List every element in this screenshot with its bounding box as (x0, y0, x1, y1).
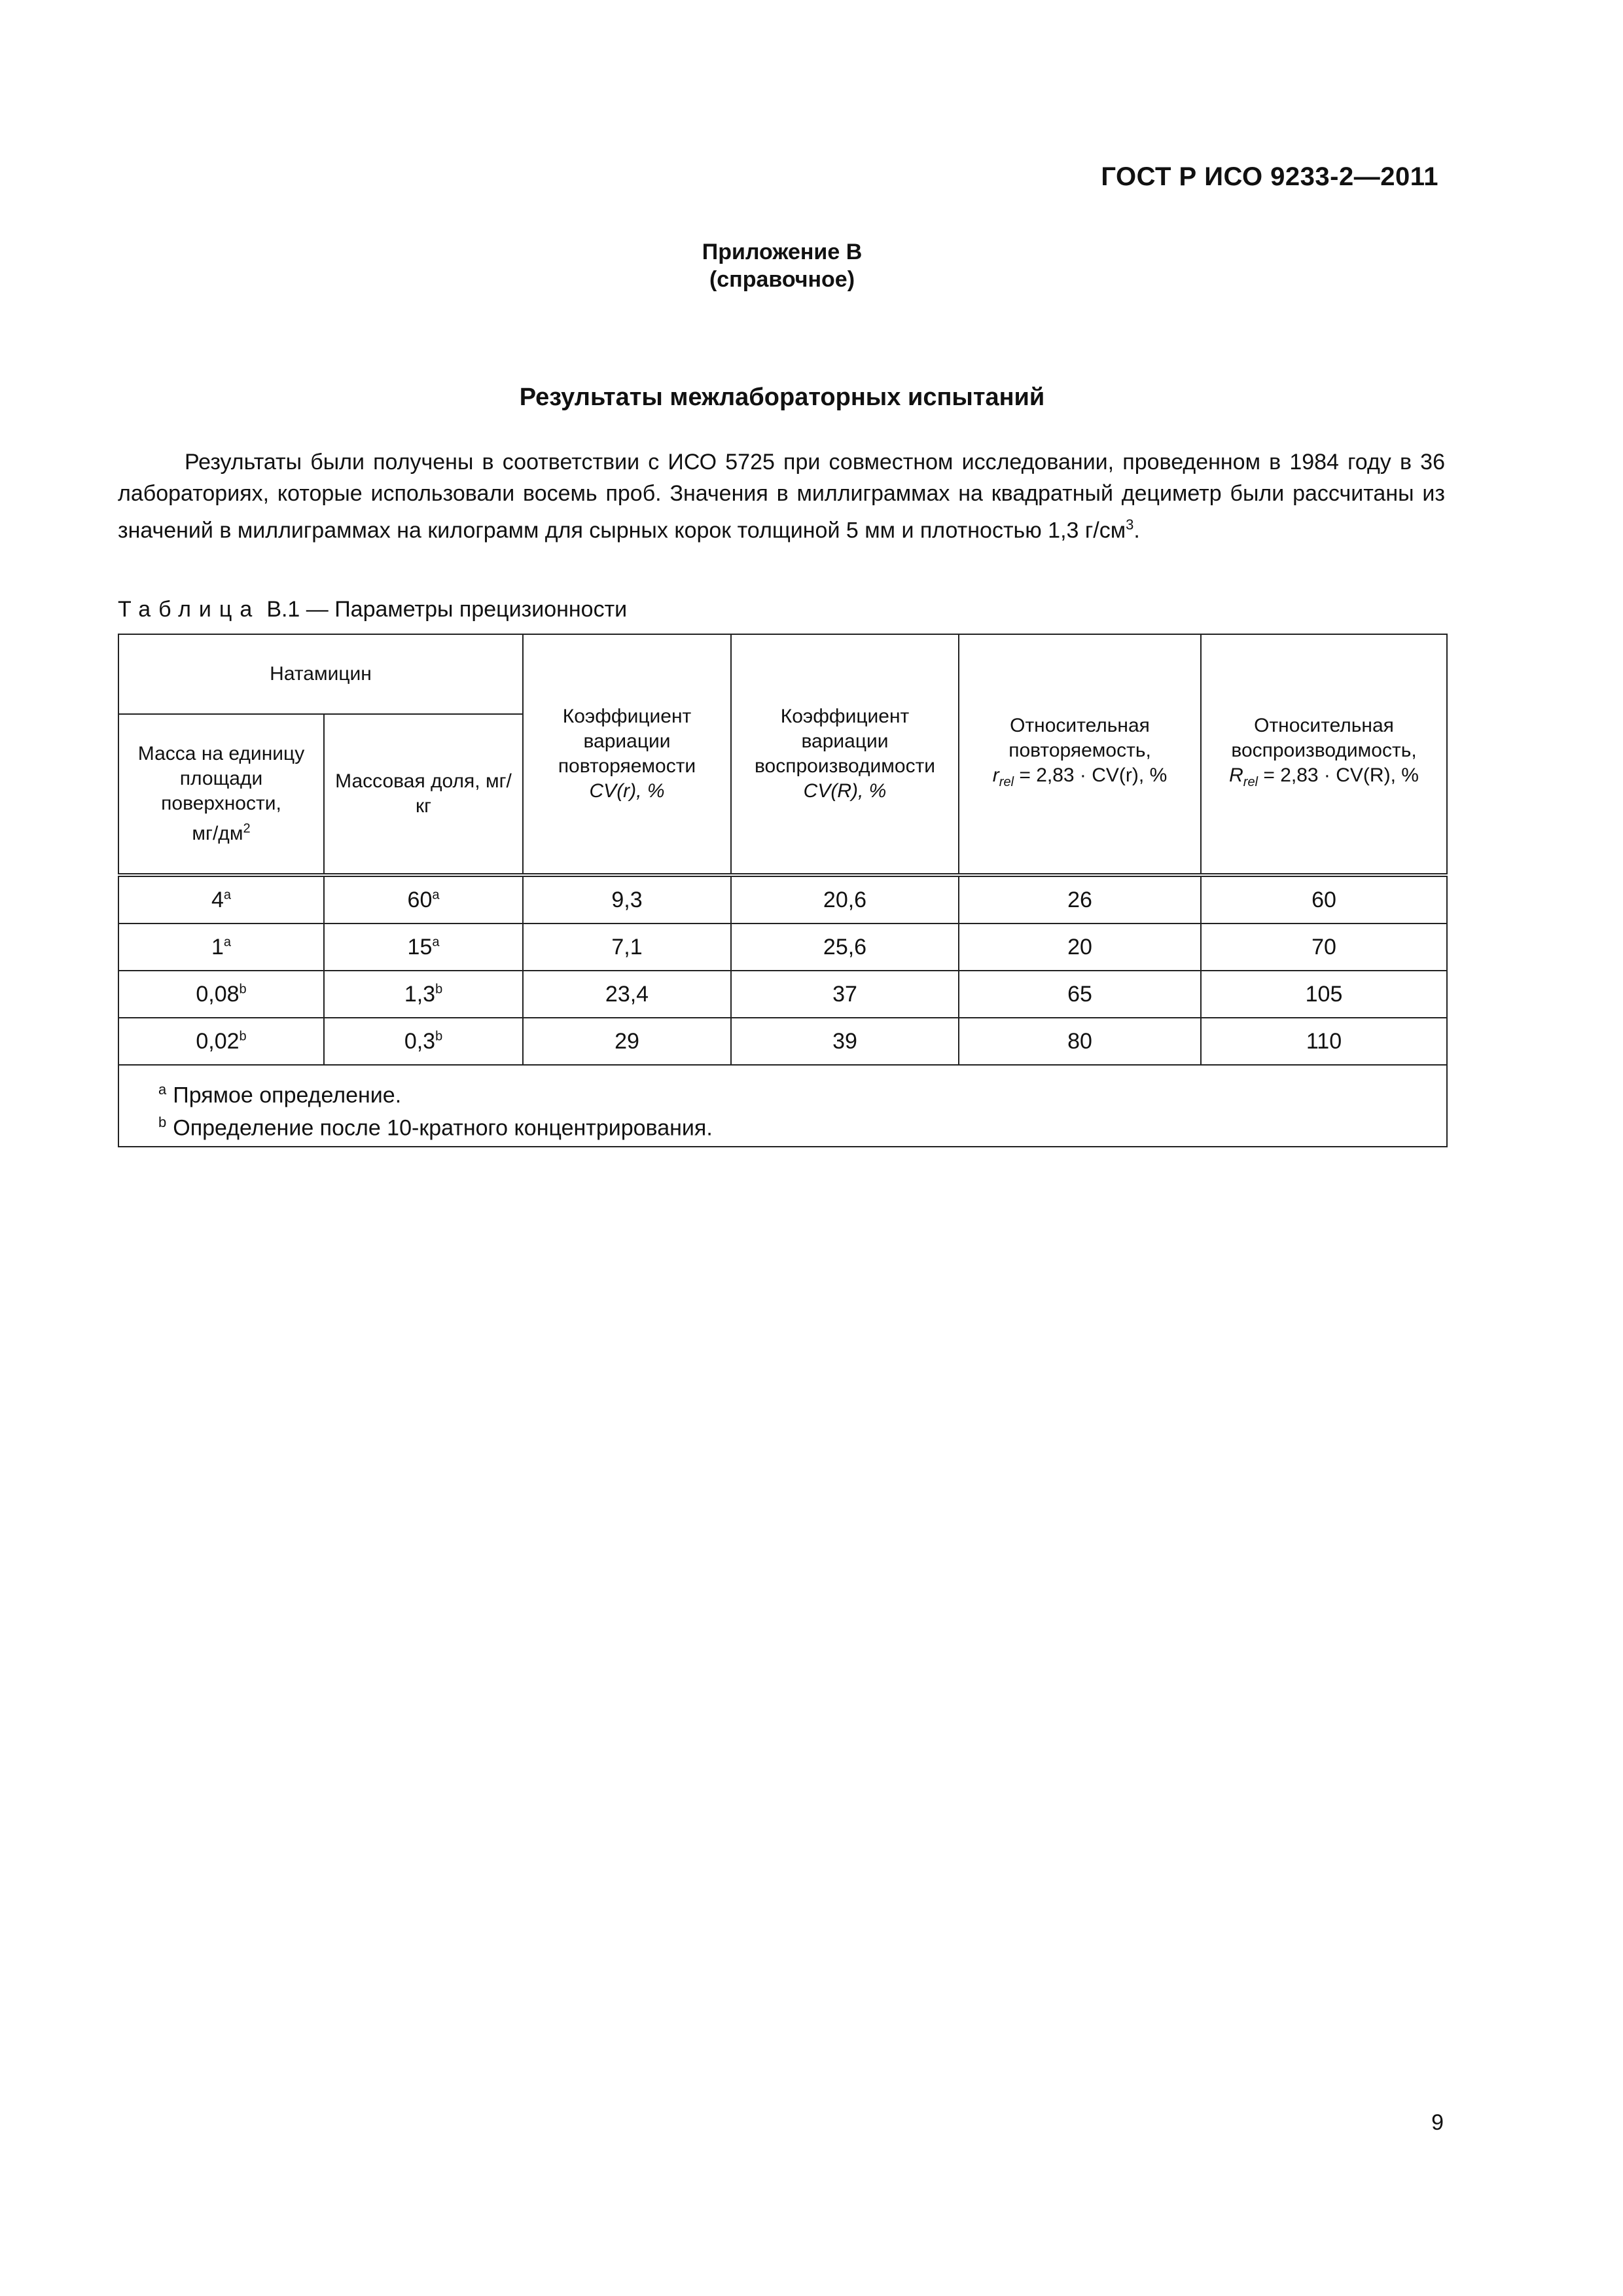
header-relative-repeatability-formula: = 2,83 · CV(r), % (1014, 764, 1168, 786)
cell-mass-fraction (324, 924, 523, 971)
header-cv-repeatability (523, 634, 731, 875)
table-row (118, 1018, 1447, 1065)
cell-value: 0,02 (196, 1028, 240, 1054)
footnote-text: Определение после 10-кратного концентрирования. (173, 1115, 713, 1141)
cell-note: a (223, 935, 232, 950)
cell-cv-R: 37 (731, 971, 959, 1018)
cell-r-rel: 26 (959, 875, 1201, 924)
cell-mass-area (118, 875, 324, 924)
table-row (118, 875, 1447, 924)
header-mass-per-area (118, 714, 324, 875)
precision-table (118, 634, 1448, 1147)
header-mass-fraction: Массовая доля, мг/кг (324, 714, 523, 875)
cell-note: b (435, 982, 443, 997)
cell-R-rel: 60 (1201, 875, 1447, 924)
cell-note: b (239, 982, 247, 997)
table-caption-label: Таблица (118, 597, 260, 622)
header-relative-reproducibility-text: Относительная воспроизводимость, (1231, 715, 1417, 761)
cell-r-rel: 20 (959, 924, 1201, 971)
paragraph-superscript: 3 (1126, 516, 1134, 533)
cell-r-rel: 65 (959, 971, 1201, 1018)
page-number: 9 (1431, 2110, 1444, 2135)
cell-value: 60 (407, 887, 433, 912)
paragraph-text: Результаты были получены в соответствии с ИСО 5725 при совместном исследовании, проведенном в 1984 году в 36 лабораториях, которые использовали восемь проб. Значения в миллиграммах на квадратный дециметр были рассчитаны из значений в миллиграммах на килограмм для сырных корок толщиной 5 мм и плотностью 1,3 г/см (118, 450, 1445, 543)
cell-note: a (432, 935, 440, 950)
header-cv-reproducibility-text: Коэффициент вариации воспроизводимости (754, 706, 936, 777)
cell-mass-fraction (324, 971, 523, 1018)
header-R-subscript: rel (1243, 775, 1258, 789)
header-mass-per-area-unit: мг/дм (192, 823, 243, 844)
cell-cv-R: 20,6 (731, 875, 959, 924)
cell-cv-r: 29 (523, 1018, 731, 1065)
footnote-item (158, 1076, 1407, 1109)
header-mass-per-area-unit-sup: 2 (243, 821, 251, 836)
footnote-item (158, 1109, 1407, 1141)
header-relative-repeatability-text: Относительная повторяемость, (1008, 715, 1151, 761)
cell-note: b (239, 1029, 247, 1044)
cell-note: a (223, 888, 232, 903)
appendix-type: (справочное) (709, 267, 855, 292)
cell-value: 15 (407, 934, 433, 960)
header-cv-repeatability-text: Коэффициент вариации повторяемости (558, 706, 696, 777)
header-mass-per-area-text: Масса на единицу площади поверхности, (137, 743, 305, 814)
cell-cv-R: 25,6 (731, 924, 959, 971)
group-header-natamycin: Натамицин (118, 634, 523, 714)
cell-mass-fraction (324, 1018, 523, 1065)
cell-value: 0,3 (404, 1028, 436, 1054)
cell-value: 1 (211, 934, 224, 960)
document-code: ГОСТ Р ИСО 9233-2—2011 (1101, 162, 1438, 191)
header-relative-repeatability (959, 634, 1201, 875)
footnote-mark: a (158, 1081, 167, 1098)
cell-value: 0,08 (196, 981, 240, 1007)
table-row (118, 924, 1447, 971)
cell-value: 1,3 (404, 981, 436, 1007)
header-relative-reproducibility (1201, 634, 1447, 875)
appendix-title: Приложение В (702, 240, 863, 264)
body-paragraph (118, 446, 1445, 546)
cell-r-rel: 80 (959, 1018, 1201, 1065)
cell-value: 4 (211, 887, 224, 912)
cell-cv-r: 23,4 (523, 971, 731, 1018)
header-r-subscript: rel (999, 775, 1014, 789)
paragraph-end: . (1133, 518, 1140, 543)
cell-mass-area (118, 971, 324, 1018)
cell-cv-R: 39 (731, 1018, 959, 1065)
footnote-mark: b (158, 1114, 167, 1131)
header-cv-reproducibility (731, 634, 959, 875)
section-title: Результаты межлабораторных испытаний (519, 384, 1045, 411)
cell-R-rel: 110 (1201, 1018, 1447, 1065)
header-relative-reproducibility-formula: = 2,83 · CV(R), % (1258, 764, 1419, 786)
table-footnotes (118, 1065, 1447, 1147)
cell-mass-fraction (324, 875, 523, 924)
header-cv-reproducibility-formula: CV(R), % (803, 780, 887, 802)
appendix-heading (0, 238, 1564, 293)
footnote-text: Прямое определение. (173, 1083, 402, 1108)
header-r-symbol: r (992, 764, 999, 786)
cell-note: b (435, 1029, 443, 1044)
header-cv-repeatability-formula: CV(r), % (589, 780, 665, 802)
cell-R-rel: 70 (1201, 924, 1447, 971)
cell-note: a (432, 888, 440, 903)
table-caption-text: В.1 — Параметры прецизионности (266, 597, 628, 622)
cell-mass-area (118, 1018, 324, 1065)
table-caption (118, 597, 627, 622)
cell-cv-r: 9,3 (523, 875, 731, 924)
header-R-symbol: R (1229, 764, 1243, 786)
cell-cv-r: 7,1 (523, 924, 731, 971)
table-row (118, 971, 1447, 1018)
cell-R-rel: 105 (1201, 971, 1447, 1018)
cell-mass-area (118, 924, 324, 971)
